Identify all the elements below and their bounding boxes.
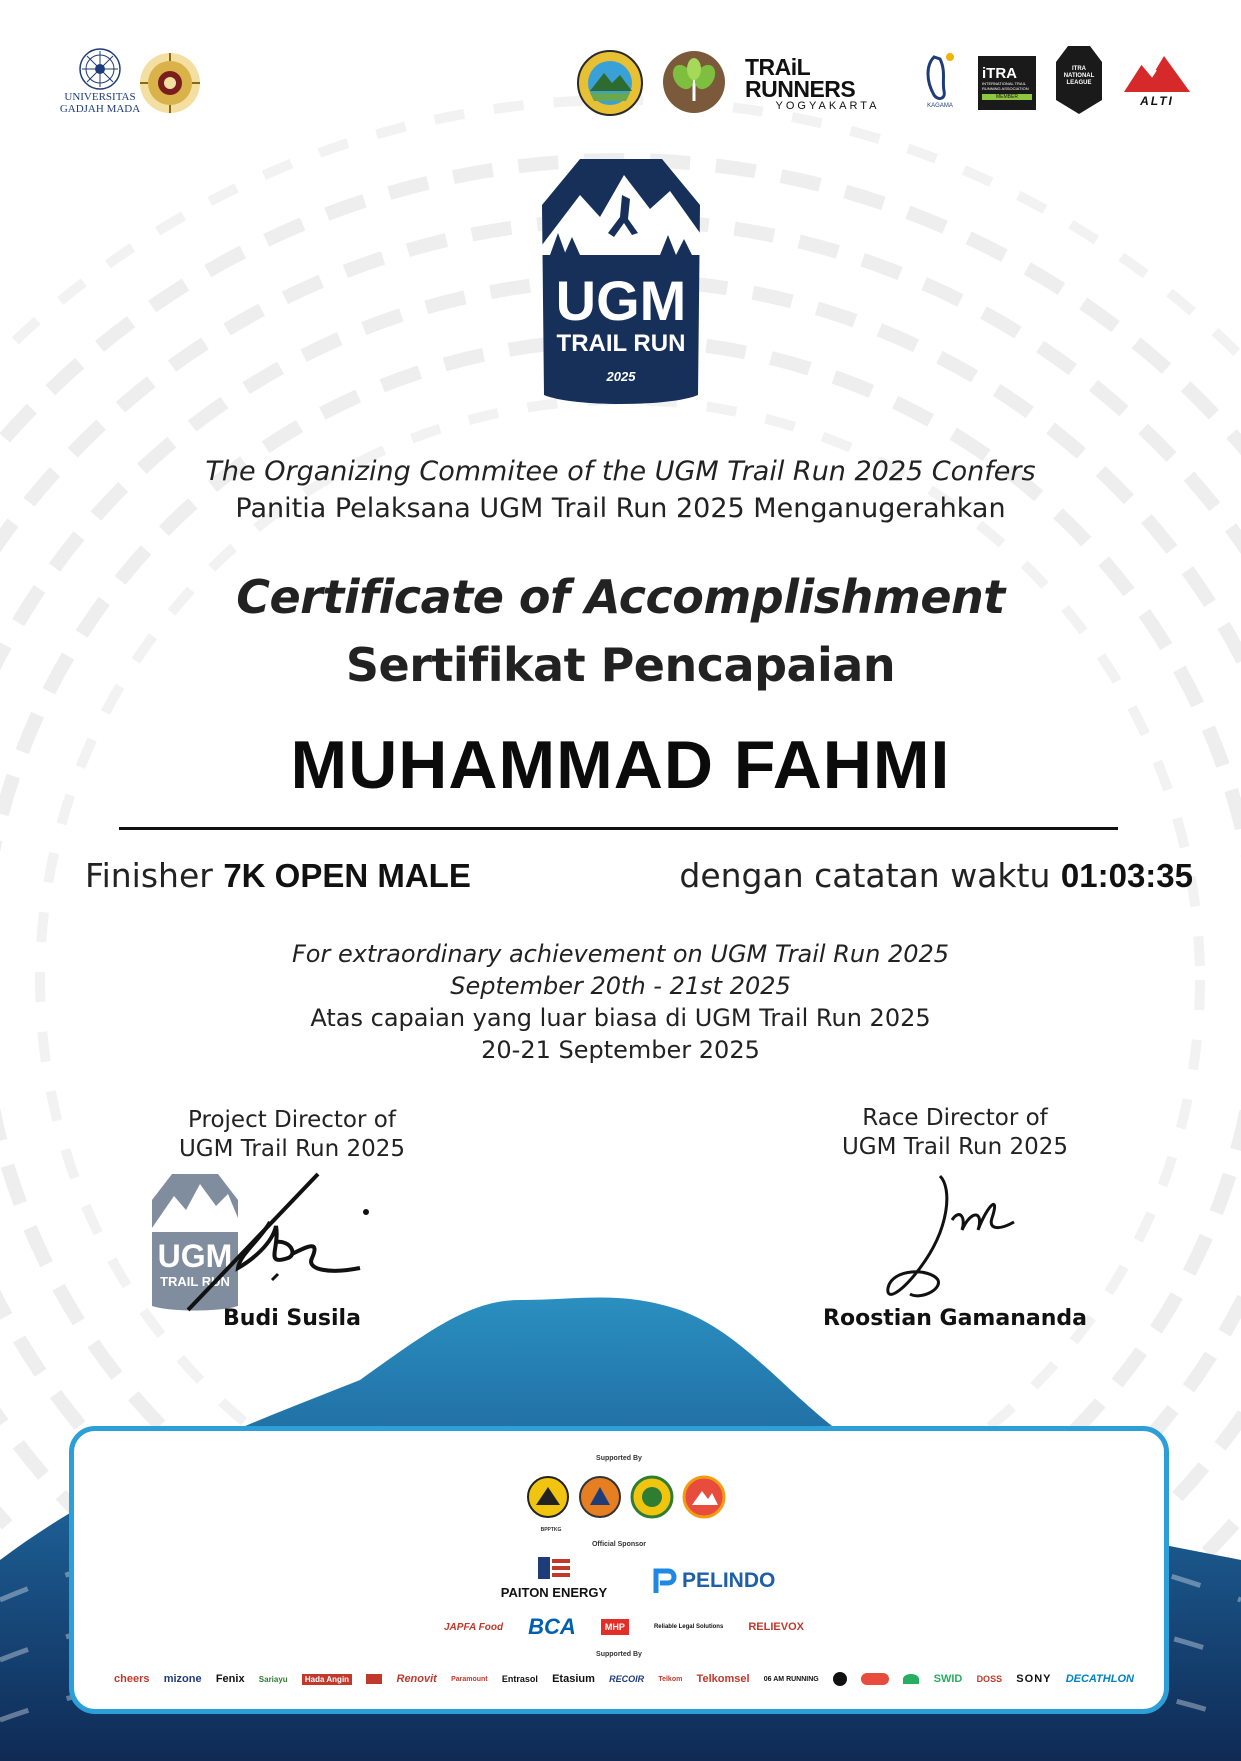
forest-partner-logo	[660, 48, 728, 116]
itra-subtext: INTERNATIONAL TRAIL RUNNING ASSOCIATION	[982, 81, 1029, 91]
government-supporters	[526, 1475, 726, 1525]
certificate-title-indonesian: Sertifikat Pencapaian	[345, 638, 896, 692]
ugm-trail-run-emblem	[540, 155, 702, 407]
paiton-text: PAITON ENERGY	[500, 1585, 608, 1600]
sponsor-mizone: mizone	[163, 1673, 202, 1685]
achievement-english: For extraordinary achievement on UGM Trail Run 2025	[291, 940, 950, 968]
sponsor-telkom: Telkom	[658, 1675, 683, 1683]
achievement-date-indonesian: 20-21 September 2025	[481, 1036, 760, 1064]
sponsor-doss: DOSS	[976, 1674, 1003, 1684]
tree-leaves-icon	[661, 49, 727, 115]
itra-national-league-logo	[1053, 44, 1105, 116]
relievox-logo: RELIEVOX	[748, 1621, 804, 1633]
trail-runners-subtext: YOGYAKARTA	[775, 100, 880, 112]
itra-member-badge: MEMBER	[982, 94, 1032, 100]
sponsor-red-pill-icon	[861, 1673, 889, 1685]
emblem-year: 2025	[606, 369, 636, 384]
mhp-logo: MHP	[601, 1619, 629, 1635]
taman-nasional-logo	[575, 48, 645, 118]
right-signatory-name: Roostian Gamananda	[823, 1306, 1087, 1331]
bpptkg-logo-icon	[526, 1475, 570, 1519]
bpptkg-label: BPPTKG	[540, 1527, 562, 1533]
itra-league-text: ITRA NATIONAL LEAGUE	[1063, 66, 1095, 86]
pelindo-text: PELINDO	[682, 1569, 776, 1592]
pelindo-logo	[650, 1565, 810, 1597]
sponsor-panel	[69, 1426, 1169, 1714]
kagama-footprint-icon	[924, 51, 956, 103]
kagama-text: KAGAMA	[927, 103, 953, 109]
sponsor-entrasol: Entrasol	[501, 1674, 538, 1684]
university-name-line2: GADJAH MADA	[59, 103, 141, 115]
sponsor-green-leaf-icon	[903, 1674, 919, 1684]
sponsor-row-2	[444, 1613, 804, 1641]
sponsor-hada-angin: Hada Angin	[302, 1674, 352, 1685]
trail-runners-text: TRAiL RUNNERS	[745, 54, 856, 102]
national-park-badge-icon	[576, 49, 644, 117]
pelindo-p-icon	[650, 1567, 678, 1595]
japfa-logo: JAPFA Food	[444, 1621, 504, 1633]
bca-logo: BCA	[528, 1614, 576, 1639]
paiton-energy-logo	[494, 1555, 614, 1603]
achievement-block	[0, 938, 1241, 1066]
kagama-logo	[922, 44, 958, 116]
stamp-title: UGM	[157, 1238, 233, 1274]
itra-member-logo	[978, 56, 1036, 110]
confers-indonesian: Panitia Pelaksana UGM Trail Run 2025 Menganugerahkan	[235, 493, 1006, 524]
sponsor-fenix: Fenix	[215, 1673, 245, 1685]
time-line	[679, 856, 1193, 895]
right-signature-scribble	[880, 1168, 1030, 1308]
alti-mountain-icon	[1122, 50, 1192, 94]
name-underline	[119, 827, 1118, 830]
yogyakarta-seal-logo	[135, 48, 205, 118]
sponsor-decathlon: DECATHLON	[1065, 1673, 1134, 1685]
right-signatory-title: Race Director of UGM Trail Run 2025	[841, 1105, 1069, 1160]
emblem-subtitle: TRAIL RUN	[556, 330, 686, 357]
bpbd-logo-icon	[578, 1475, 622, 1519]
confers-english: The Organizing Commitee of the UGM Trail Run 2025 Confers	[205, 456, 1036, 487]
race-category: 7K OPEN MALE	[223, 857, 471, 894]
sponsor-panda-icon	[833, 1672, 847, 1686]
left-signature-scribble	[180, 1170, 380, 1320]
sponsor-etasium: Etasium	[552, 1673, 595, 1685]
time-label: dengan catatan waktu	[679, 856, 1051, 895]
sponsor-sony: SONY	[1016, 1673, 1052, 1685]
emblem-title: UGM	[555, 269, 687, 332]
finisher-line	[85, 856, 471, 895]
sponsor-red-badge	[366, 1674, 382, 1684]
finish-time: 01:03:35	[1060, 857, 1193, 894]
certificate-title-english: Certificate of Accomplishment	[236, 570, 1005, 624]
reliable-logo: Reliable Legal Solutions	[653, 1624, 724, 1630]
sponsor-paramount: Paramount	[451, 1675, 488, 1683]
sponsor-06am-running: 06 AM RUNNING	[763, 1675, 819, 1683]
achievement-indonesian: Atas capaian yang luar biasa di UGM Trail Run 2025	[310, 1004, 931, 1032]
alti-logo	[1120, 46, 1194, 112]
recipient-name: MUHAMMAD FAHMI	[290, 727, 951, 803]
sponsor-row-3	[114, 1667, 1134, 1691]
official-sponsor-label: Official Sponsor	[591, 1541, 647, 1548]
sponsor-renovit: Renovit	[396, 1673, 437, 1685]
sponsor-sariayu: Sariayu	[258, 1674, 288, 1684]
itra-text: iTRA	[982, 65, 1017, 82]
sponsor-recoir: RECOIR	[609, 1674, 645, 1684]
left-signatory-name: Budi Susila	[223, 1306, 361, 1331]
trail-runners-yogyakarta-logo	[745, 54, 910, 112]
supported-by-label: Supported By	[596, 1455, 642, 1462]
mountain-club-logo-icon	[682, 1475, 726, 1519]
achievement-date-english: September 20th - 21st 2025	[450, 972, 791, 1000]
sponsor-cheers: cheers	[114, 1673, 150, 1685]
forestry-logo-icon	[630, 1475, 674, 1519]
sponsor-swid: SWID	[933, 1673, 963, 1685]
ugm-seal-icon	[77, 47, 123, 91]
stamp-subtitle: TRAIL RUN	[160, 1274, 230, 1289]
sultanate-crest-icon	[137, 50, 203, 116]
supported-by-label-2: Supported By	[596, 1651, 642, 1658]
paiton-flag-icon	[534, 1555, 574, 1581]
university-name-line1: UNIVERSITAS	[64, 91, 136, 103]
left-signatory-title: Project Director of UGM Trail Run 2025	[178, 1107, 406, 1162]
finisher-label: Finisher	[85, 856, 213, 895]
sponsor-telkomsel: Telkomsel	[696, 1673, 750, 1685]
alti-text: ALTI	[1140, 94, 1174, 108]
